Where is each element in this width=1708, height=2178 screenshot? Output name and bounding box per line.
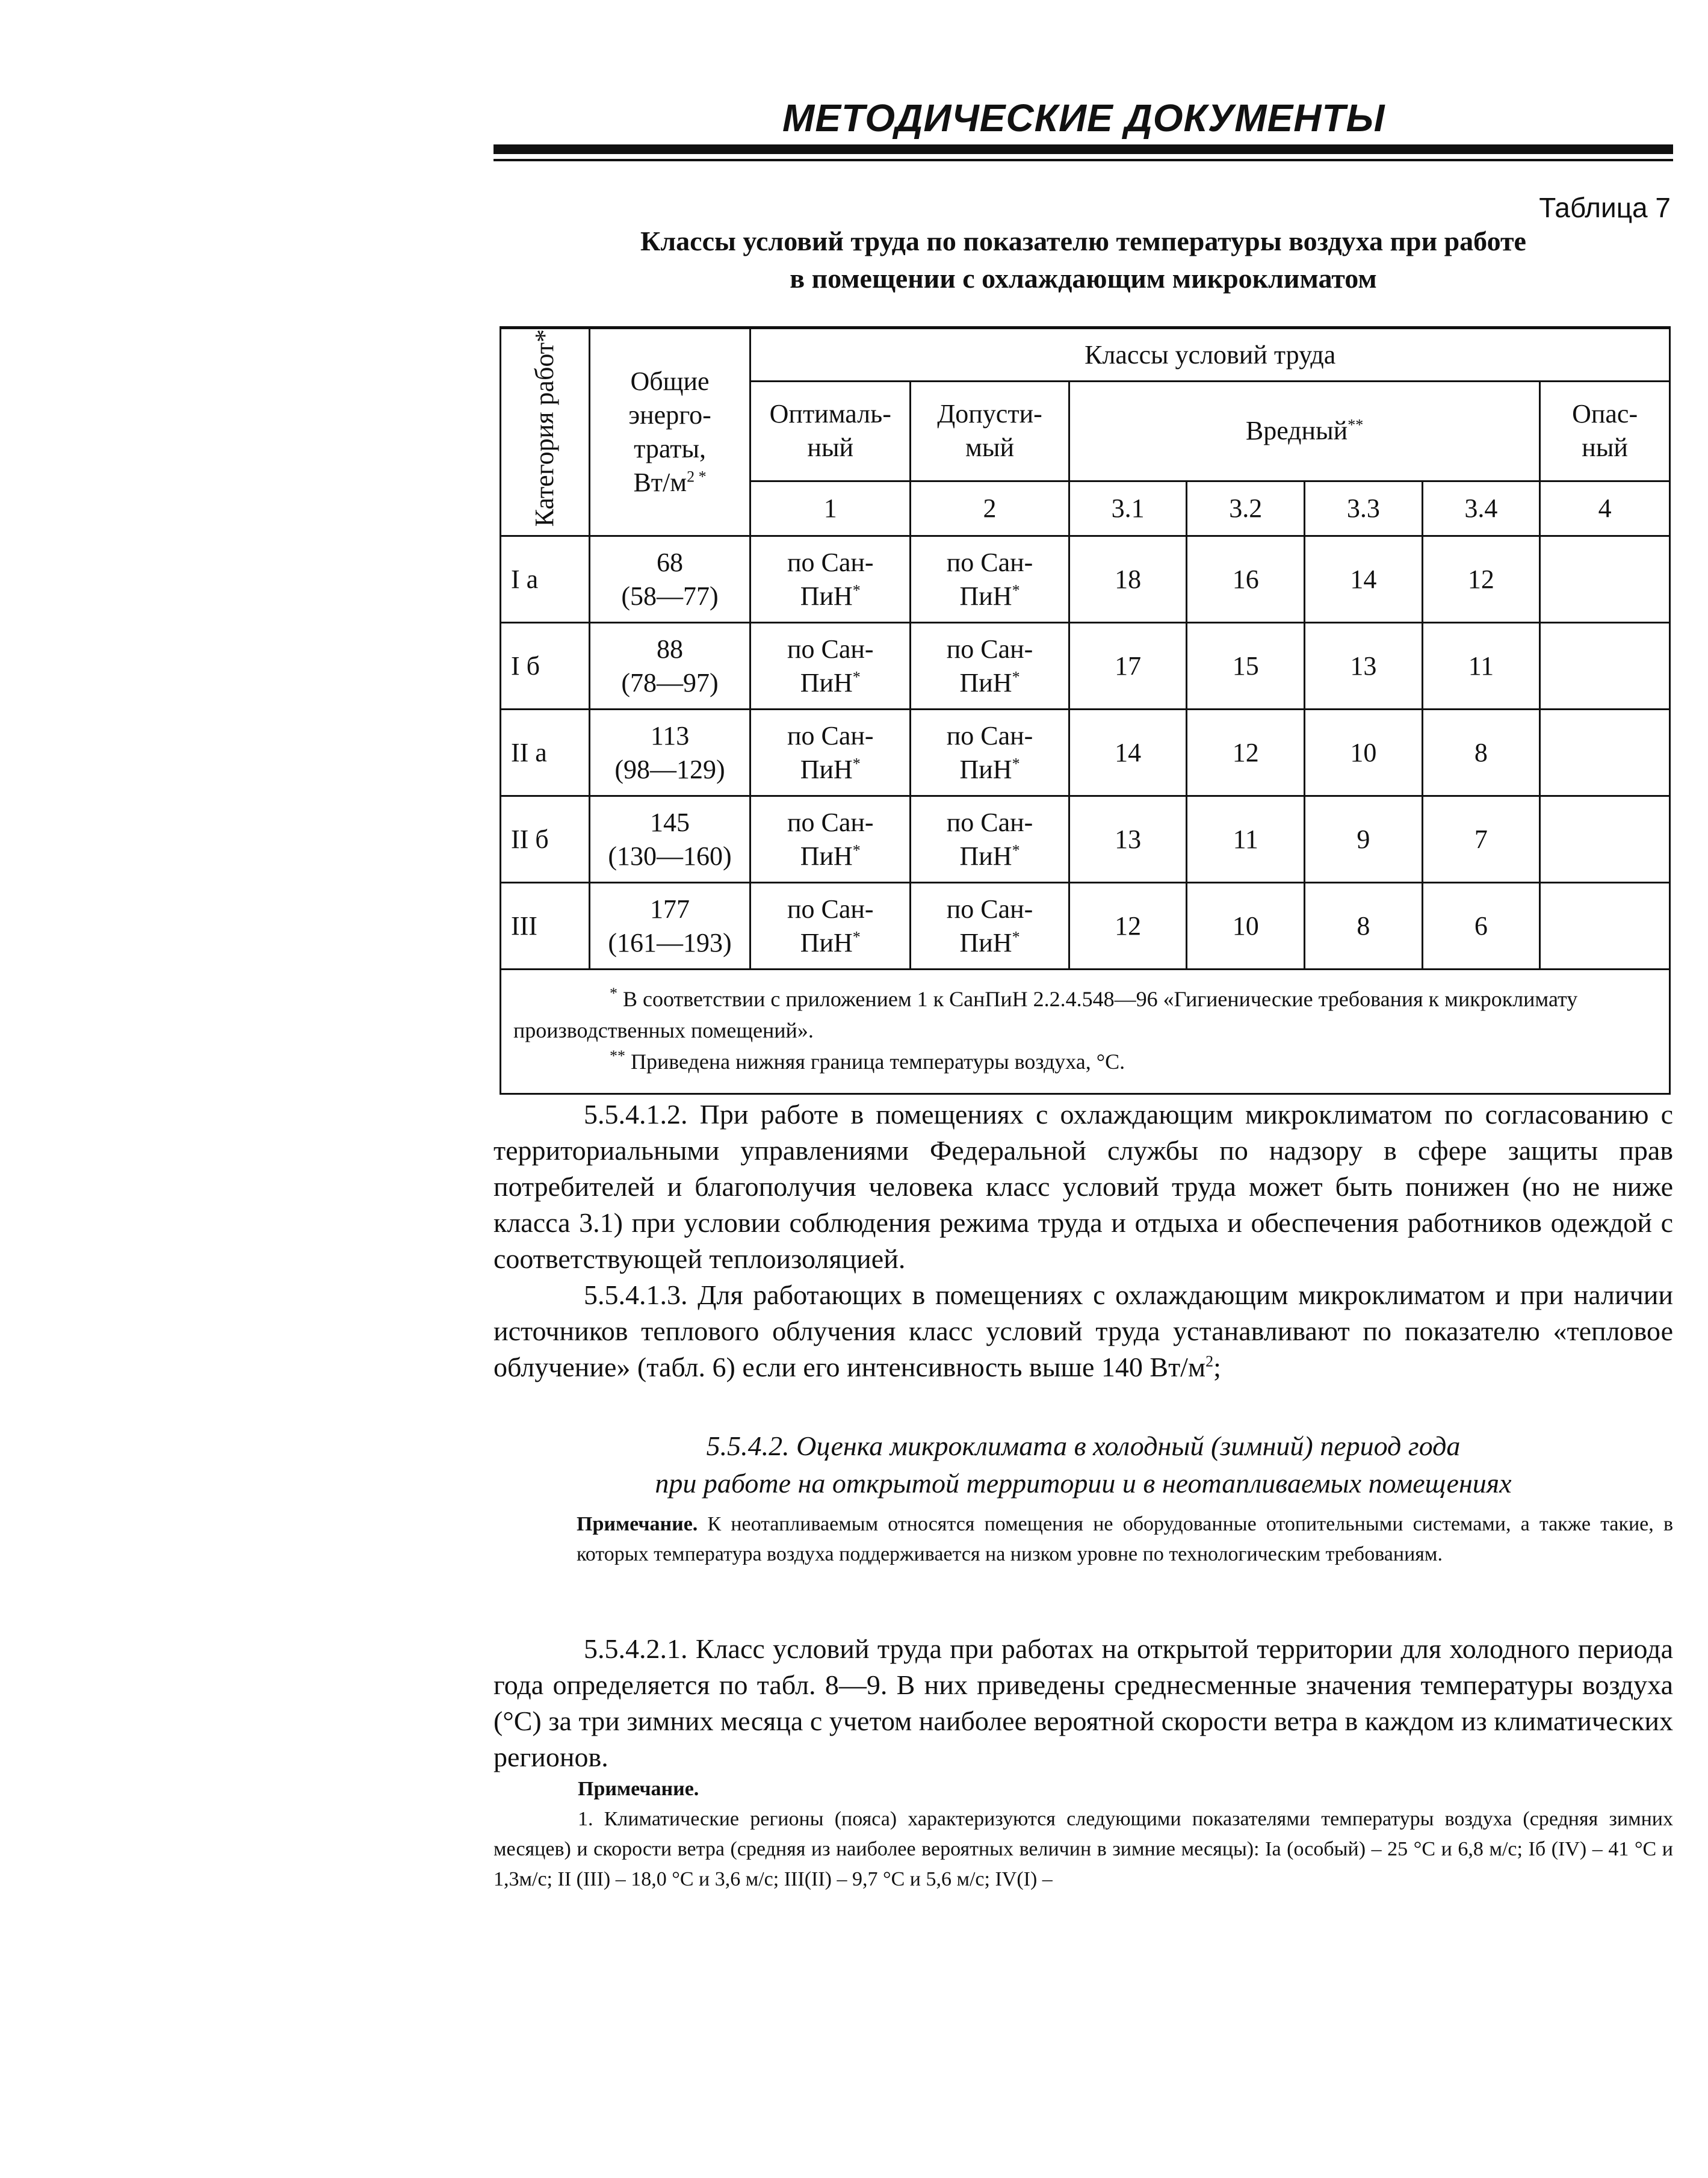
sanpin-text: ПиН <box>959 927 1012 958</box>
sanpin-line2 <box>751 666 909 700</box>
row-permissible <box>911 710 1069 796</box>
paragraph-5-5-4-1-3-sup: 2 <box>1205 1352 1214 1370</box>
sanpin-text: ПиН <box>959 667 1012 698</box>
row-energy <box>589 883 750 970</box>
row-optimal <box>750 623 911 710</box>
footnote-1 <box>513 983 1657 1046</box>
header-optimal <box>750 382 911 481</box>
row-category: III <box>501 883 590 970</box>
paragraph-5-5-4-2-1: 5.5.4.2.1. Класс условий труда при работах на открытой территории для холодного периода года определяется по табл. 8—9. В них приведены среднесменные значения температуры воздуха (°С) за три зимних месяца с учетом наиболее вероятной скорости ветра в каждом из климатических регионов. <box>494 1633 1673 1772</box>
row-class-3-2: 16 <box>1187 536 1305 623</box>
class-number-3-3: 3.3 <box>1305 481 1423 536</box>
note-climate <box>494 1774 1673 1895</box>
row-energy-value: 145 <box>650 807 690 837</box>
paragraph-5-5-4-1-3-end: ; <box>1213 1352 1221 1382</box>
body-paragraphs <box>494 1097 1673 1385</box>
header-rule-thick <box>494 144 1673 154</box>
sanpin-line2 <box>911 666 1068 700</box>
sanpin-sup: * <box>852 841 861 859</box>
sanpin-sup: * <box>1012 841 1020 859</box>
sanpin-text: ПиН <box>800 841 853 871</box>
note-unheated <box>577 1509 1673 1570</box>
header-permissible-line1: Допусти- <box>937 399 1042 429</box>
class-number-3-2: 3.2 <box>1187 481 1305 536</box>
row-class-3-1: 18 <box>1069 536 1187 623</box>
header-dangerous <box>1540 382 1670 481</box>
row-class-4 <box>1540 536 1670 623</box>
sanpin-line1: по Сан- <box>787 634 874 664</box>
sanpin-sup: * <box>852 928 861 946</box>
footnote-2 <box>513 1046 1657 1077</box>
class-number-3-1: 3.1 <box>1069 481 1187 536</box>
sanpin-line2 <box>911 580 1068 613</box>
sanpin-line2 <box>911 840 1068 873</box>
section-heading <box>494 1428 1673 1502</box>
row-energy-value: 68 <box>657 547 684 577</box>
header-dangerous-line2: ный <box>1582 433 1628 463</box>
row-class-3-2: 15 <box>1187 623 1305 710</box>
sanpin-sup: * <box>852 581 861 599</box>
running-header <box>494 96 1673 140</box>
sanpin-line1: по Сан- <box>946 547 1033 577</box>
row-energy-value: 113 <box>650 720 690 750</box>
header-optimal-line2: ный <box>807 433 854 463</box>
table-row <box>501 623 1670 710</box>
sanpin-line1: по Сан- <box>946 720 1033 750</box>
sanpin-line2 <box>751 580 909 613</box>
sanpin-text: ПиН <box>959 754 1012 784</box>
row-energy-value: 177 <box>650 894 690 924</box>
sanpin-sup: * <box>852 755 861 773</box>
header-energy-line2: энерго- <box>628 400 711 430</box>
sanpin-line2 <box>751 840 909 873</box>
row-class-4 <box>1540 796 1670 883</box>
header-dangerous-line1: Опас- <box>1572 399 1638 429</box>
sanpin-text: ПиН <box>800 581 853 611</box>
row-energy-range: (78—97) <box>621 667 719 698</box>
table-caption-line1: Классы условий труда по показателю температуры воздуха при работе <box>640 226 1526 256</box>
sanpin-text: ПиН <box>959 581 1012 611</box>
footnote-2-text: Приведена нижняя граница температуры воздуха, °С. <box>631 1050 1125 1074</box>
section-heading-line2: при работе на открытой территории и в неотапливаемых помещениях <box>655 1468 1512 1499</box>
note-unheated-paragraph <box>577 1509 1673 1570</box>
table-footnotes-row <box>501 970 1670 1094</box>
table-row <box>501 710 1670 796</box>
row-class-3-1: 14 <box>1069 710 1187 796</box>
sanpin-line1: по Сан- <box>946 634 1033 664</box>
table-caption-line2: в помещении с охлаждающим микроклиматом <box>790 263 1377 294</box>
row-class-3-1: 13 <box>1069 796 1187 883</box>
body-paragraph-3 <box>494 1631 1673 1775</box>
sanpin-line2 <box>751 753 909 787</box>
row-class-3-3: 10 <box>1305 710 1423 796</box>
row-energy-range: (130—160) <box>608 841 732 871</box>
note-unheated-label: Примечание. <box>577 1513 698 1535</box>
row-energy <box>589 536 750 623</box>
row-class-3-3: 13 <box>1305 623 1423 710</box>
row-class-3-2: 11 <box>1187 796 1305 883</box>
row-class-3-4: 8 <box>1422 710 1540 796</box>
footnote-1-mark: * <box>610 985 617 1003</box>
header-classes: Классы условий труда <box>750 328 1670 382</box>
row-permissible <box>911 536 1069 623</box>
note-unheated-text: К неотапливаемым относятся помещения не оборудованные отопительными системами, а также такие, в которых температура воздуха поддерживается на низком уровне по технологическим требованиям. <box>577 1513 1673 1565</box>
row-class-4 <box>1540 623 1670 710</box>
row-category: I а <box>501 536 590 623</box>
row-optimal <box>750 536 911 623</box>
table-label: Таблица 7 <box>1539 192 1671 223</box>
row-energy <box>589 796 750 883</box>
table-row <box>501 883 1670 970</box>
row-optimal <box>750 796 911 883</box>
row-category: I б <box>501 623 590 710</box>
row-class-3-4: 11 <box>1422 623 1540 710</box>
section-heading-line1: 5.5.4.2. Оценка микроклимата в холодный (зимний) период года <box>706 1431 1461 1461</box>
table-footnotes <box>501 970 1670 1094</box>
row-permissible <box>911 796 1069 883</box>
header-permissible-line2: мый <box>965 433 1014 463</box>
paragraph-5-5-4-1-3-text: 5.5.4.1.3. Для работающих в помещениях с охлаждающим микроклиматом и при наличии источников теплового облучения класс условий труда устанавливают по показателю «тепловое облучение» (табл. 6) если его интенсивность выше 140 Вт/м <box>494 1279 1673 1382</box>
class-number-2: 2 <box>911 481 1069 536</box>
paragraph-5-5-4-1-2: 5.5.4.1.2. При работе в помещениях с охлаждающим микроклиматом по согласованию с территориальными управлениями Федеральной службы по надзору в сфере защиты прав потребителей и благополучия человека класс условий труда может быть понижен (но не ниже класса 3.1) при условии соблюдения режима труда и отдыха и обеспечения работников одеждой с соответствующей теплоизоляцией. <box>494 1099 1673 1274</box>
row-optimal <box>750 710 911 796</box>
row-class-3-4: 7 <box>1422 796 1540 883</box>
sanpin-line1: по Сан- <box>946 807 1033 837</box>
sanpin-sup: * <box>1012 581 1020 599</box>
header-harmful-sup: ** <box>1348 416 1364 434</box>
header-optimal-line1: Оптималь- <box>769 399 891 429</box>
header-rule-thin <box>494 159 1673 161</box>
class-number-4: 4 <box>1540 481 1670 536</box>
sanpin-line2 <box>751 926 909 960</box>
row-class-3-1: 17 <box>1069 623 1187 710</box>
row-category: II б <box>501 796 590 883</box>
sanpin-line1: по Сан- <box>787 547 874 577</box>
sanpin-line1: по Сан- <box>946 894 1033 924</box>
header-title: МЕТОДИЧЕСКИЕ ДОКУМЕНТЫ <box>782 96 1385 140</box>
sanpin-sup: * <box>852 668 861 686</box>
row-permissible <box>911 883 1069 970</box>
row-class-4 <box>1540 883 1670 970</box>
row-class-3-1: 12 <box>1069 883 1187 970</box>
row-category: II а <box>501 710 590 796</box>
sanpin-text: ПиН <box>800 754 853 784</box>
row-energy <box>589 710 750 796</box>
sanpin-line1: по Сан- <box>787 807 874 837</box>
row-class-3-4: 6 <box>1422 883 1540 970</box>
footnote-2-mark: ** <box>610 1047 625 1065</box>
note-climate-text: 1. Климатические регионы (пояса) характеризуются следующими показателями температуры воздуха (средняя зимних месяцев) и скорости ветра (средняя из наиболее вероятных величин в зимние месяцы): Iа (особый) – 25 °С и 6,8 м/с; Iб (IV) – 41 °С и 1,3м/с; II (III) – 18,0 °С и 3,6 м/с; III(II) – 9,7 °С и 5,6 м/с; IV(I) – <box>494 1808 1673 1890</box>
row-class-4 <box>1540 710 1670 796</box>
header-category-text: Категория работ* <box>530 329 560 527</box>
sanpin-sup: * <box>1012 668 1020 686</box>
footnote-1-text: В соответствии с приложением 1 к СанПиН 2.2.4.548—96 «Гигиенические требования к микроклимату производственных помещений». <box>513 987 1578 1043</box>
row-class-3-3: 8 <box>1305 883 1423 970</box>
row-energy <box>589 623 750 710</box>
table-row <box>501 796 1670 883</box>
sanpin-line1: по Сан- <box>787 894 874 924</box>
sanpin-text: ПиН <box>959 841 1012 871</box>
header-energy-line3: траты, <box>634 434 707 464</box>
working-conditions-table <box>500 326 1671 1095</box>
row-class-3-3: 14 <box>1305 536 1423 623</box>
row-class-3-4: 12 <box>1422 536 1540 623</box>
header-energy <box>589 328 750 536</box>
table-caption <box>494 223 1673 297</box>
header-harmful <box>1069 382 1539 481</box>
sanpin-line1: по Сан- <box>787 720 874 750</box>
sanpin-text: ПиН <box>800 927 853 958</box>
row-optimal <box>750 883 911 970</box>
row-permissible <box>911 623 1069 710</box>
header-category <box>501 328 590 536</box>
sanpin-sup: * <box>1012 928 1020 946</box>
header-energy-line1: Общие <box>630 367 710 397</box>
row-class-3-2: 12 <box>1187 710 1305 796</box>
sanpin-sup: * <box>1012 755 1020 773</box>
header-energy-unit: Вт/м <box>633 468 687 498</box>
class-number-3-4: 3.4 <box>1422 481 1540 536</box>
sanpin-line2 <box>911 926 1068 960</box>
row-energy-range: (98—129) <box>614 754 725 784</box>
row-energy-range: (58—77) <box>621 581 719 611</box>
sanpin-text: ПиН <box>800 667 853 698</box>
sanpin-line2 <box>911 753 1068 787</box>
row-energy-value: 88 <box>657 634 684 664</box>
note-climate-label: Примечание. <box>578 1778 699 1800</box>
header-harmful-text: Вредный <box>1245 416 1348 446</box>
row-energy-range: (161—193) <box>608 927 732 958</box>
table-row <box>501 536 1670 623</box>
paragraph-5-5-4-1-3 <box>494 1277 1673 1385</box>
row-class-3-3: 9 <box>1305 796 1423 883</box>
class-number-1: 1 <box>750 481 911 536</box>
header-permissible <box>911 382 1069 481</box>
header-energy-line4 <box>590 466 750 500</box>
header-energy-sup: 2 * <box>687 468 707 486</box>
row-class-3-2: 10 <box>1187 883 1305 970</box>
